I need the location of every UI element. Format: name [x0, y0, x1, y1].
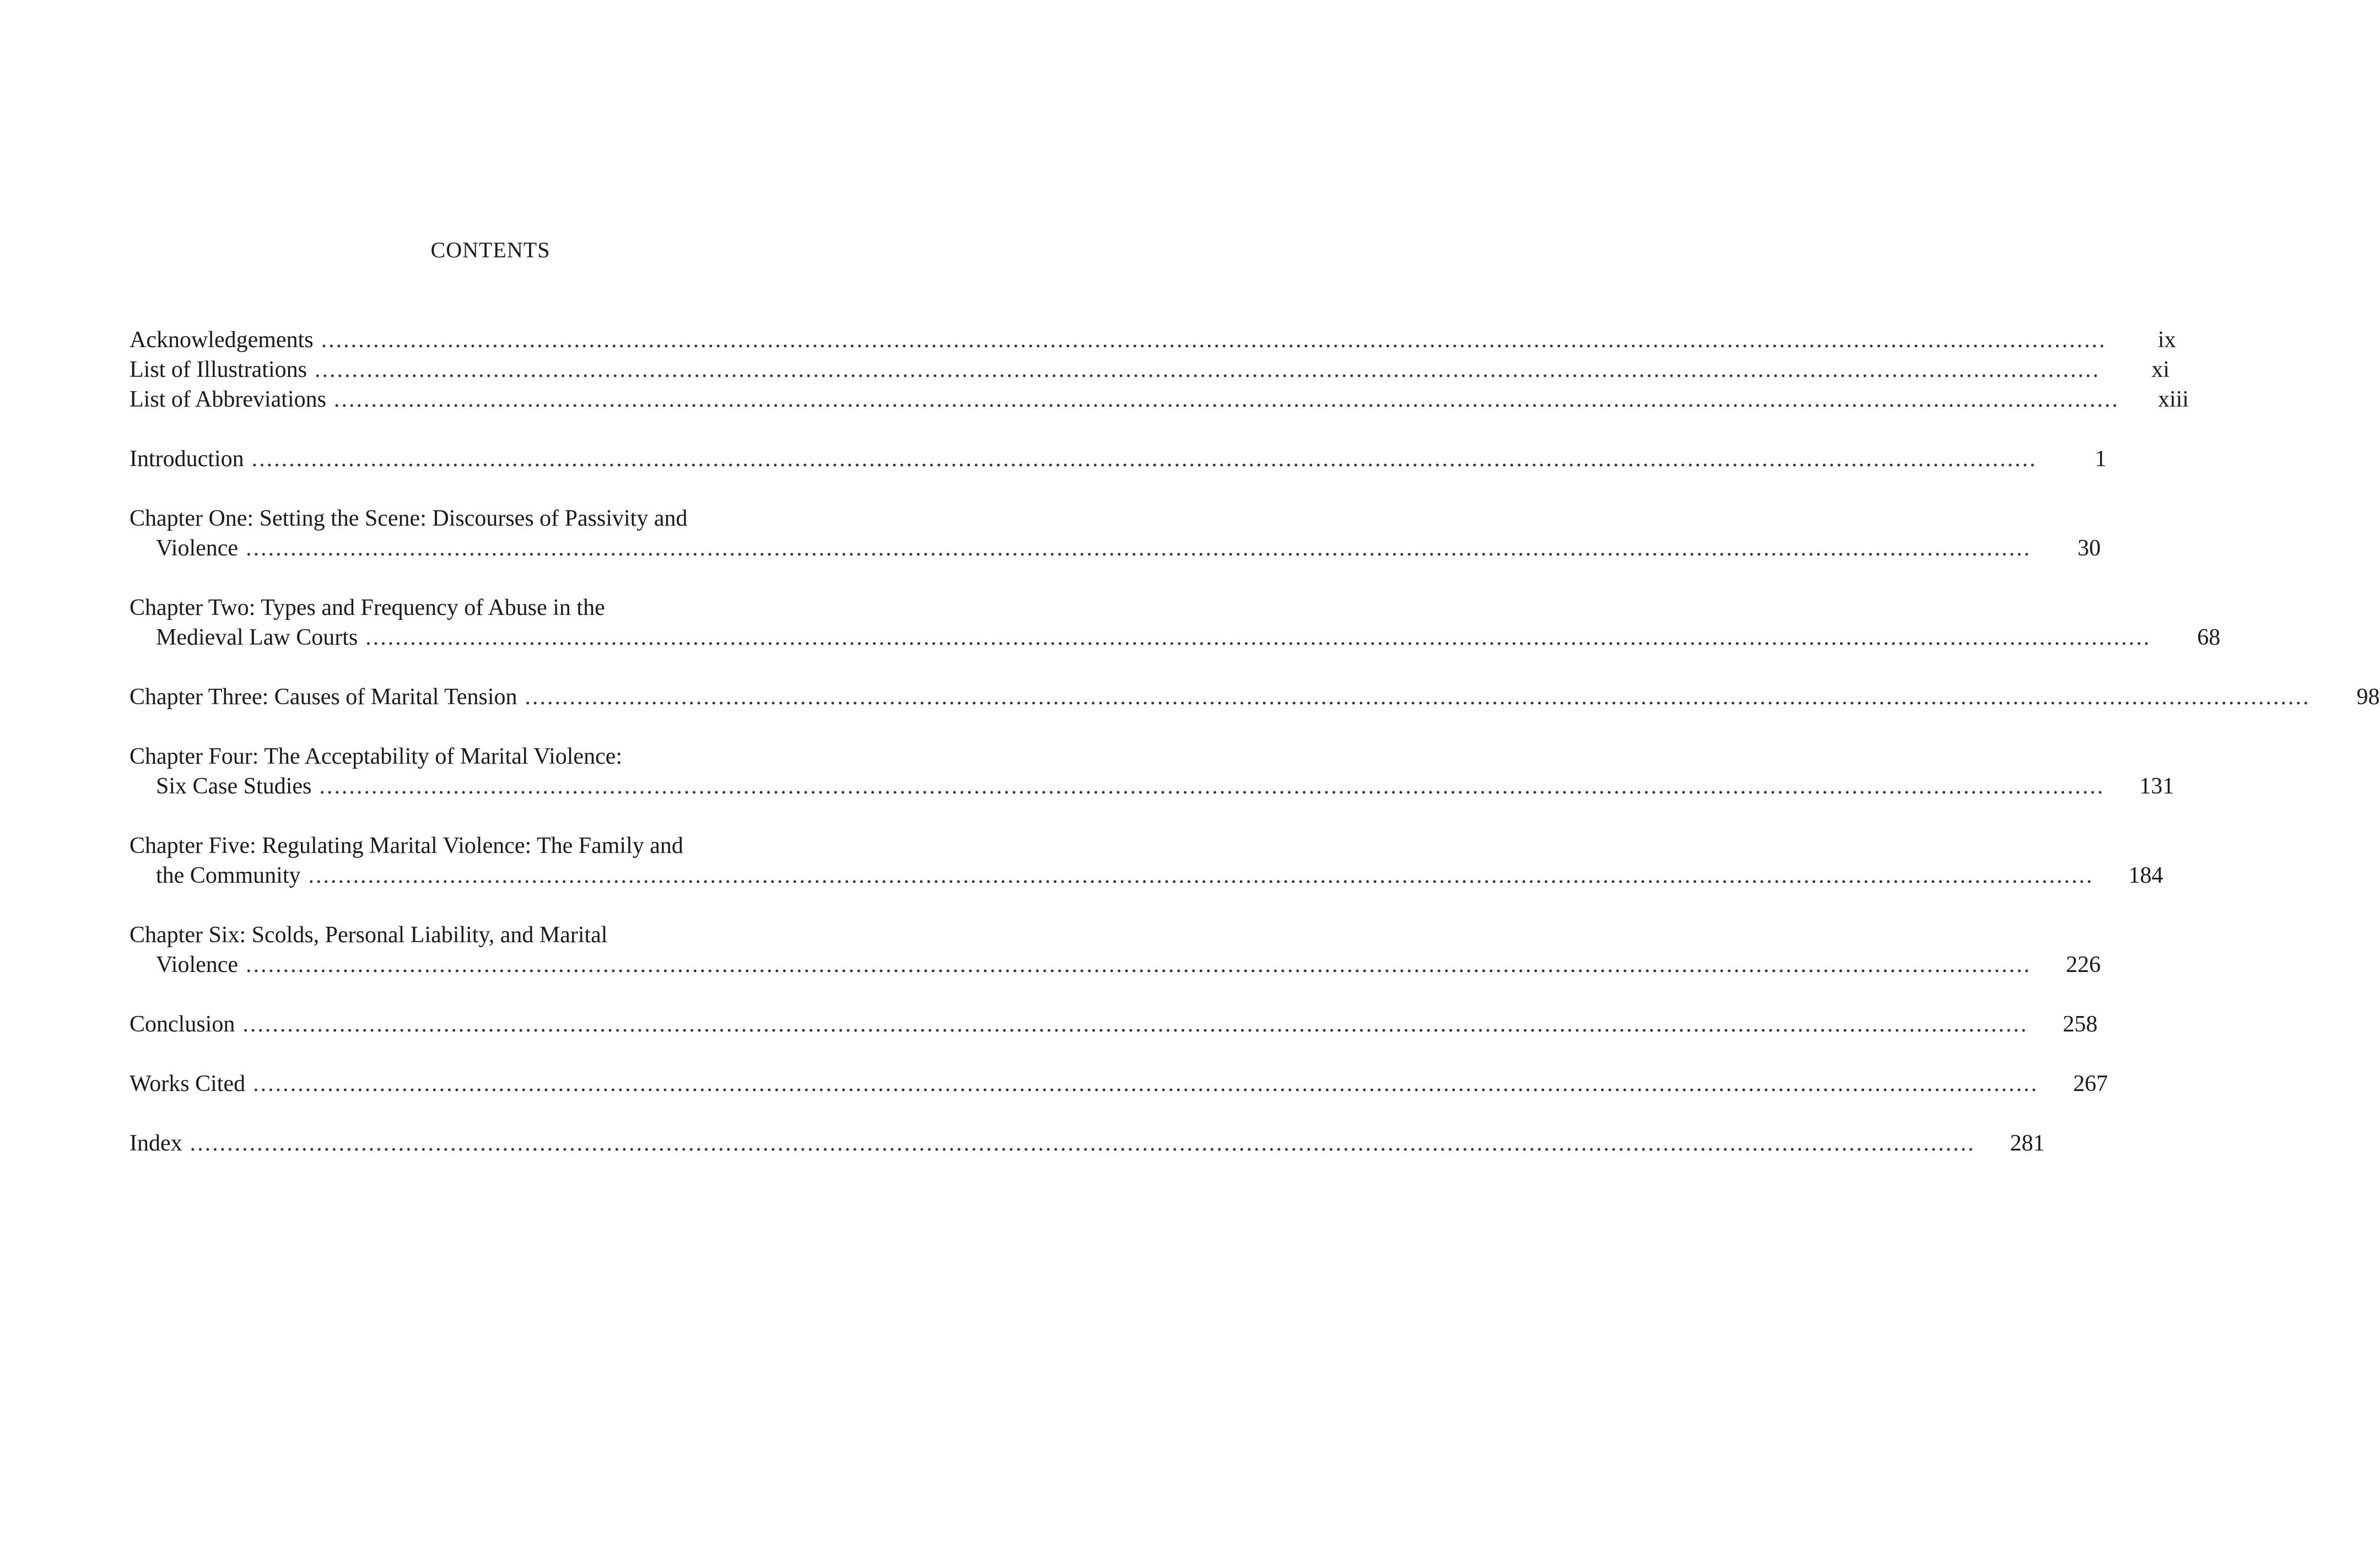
toc-entry-title: Works Cited [129, 1071, 246, 1097]
dot-leader: ................................................................................................................................................................................................................................................ [365, 625, 2151, 650]
toc-page-number: 131 [2139, 774, 2174, 799]
toc-page-number: 68 [2197, 625, 2221, 650]
dot-leader: ................................................................................................................................................................................................................................................ [308, 863, 2094, 888]
dot-leader: ................................................................................................................................................................................................................................................ [314, 357, 2100, 382]
toc-entry-title: Chapter One: Setting the Scene: Discourses of Passivity and [129, 506, 688, 531]
toc-entry-list-of-abbreviations[interactable] [129, 385, 2189, 414]
toc-entry-chapter-two[interactable] [129, 593, 2221, 652]
toc-page-number: xi [2151, 357, 2169, 382]
dot-leader: ................................................................................................................................................................................................................................................ [319, 774, 2105, 799]
toc-entry-chapter-four[interactable] [129, 742, 2174, 801]
dot-leader: ................................................................................................................................................................................................................................................ [190, 1131, 1976, 1156]
toc-page-number: 267 [2073, 1071, 2108, 1097]
dot-leader: ................................................................................................................................................................................................................................................ [321, 327, 2107, 353]
toc-page-number: ix [2157, 327, 2176, 353]
toc-entry-introduction[interactable] [129, 444, 2107, 474]
toc-entry-title-continuation: the Community [156, 863, 301, 888]
dot-leader: ................................................................................................................................................................................................................................................ [246, 952, 2032, 977]
toc-entry-title: Chapter Five: Regulating Marital Violence: The Family and [129, 833, 683, 858]
dot-leader: ................................................................................................................................................................................................................................................ [251, 446, 2037, 472]
toc-entry-title-continuation: Six Case Studies [156, 774, 312, 799]
toc-page-number: 98 [2356, 684, 2380, 710]
dot-leader: ................................................................................................................................................................................................................................................ [242, 1012, 2028, 1037]
toc-entry-conclusion[interactable] [129, 1009, 2098, 1039]
toc-entry-title-continuation: Medieval Law Courts [156, 625, 358, 650]
toc-entry-title: Chapter Six: Scolds, Personal Liability, and Marital [129, 922, 608, 948]
toc-page-number: xiii [2157, 387, 2189, 412]
toc-entry-title: Chapter Three: Causes of Marital Tension [129, 684, 517, 710]
toc-entry-index[interactable] [129, 1128, 2045, 1158]
toc-entry-title: List of Abbreviations [129, 387, 326, 412]
dot-leader: ................................................................................................................................................................................................................................................ [333, 387, 2119, 412]
table-of-contents [129, 325, 2380, 1158]
toc-entry-title-continuation: Violence [156, 536, 239, 561]
toc-entry-works-cited[interactable] [129, 1069, 2108, 1099]
toc-entry-title: Index [129, 1131, 182, 1156]
toc-entry-title: Conclusion [129, 1012, 235, 1037]
toc-entry-chapter-five[interactable] [129, 831, 2163, 890]
toc-entry-title-continuation: Violence [156, 952, 239, 977]
toc-page-number: 281 [2010, 1131, 2045, 1156]
toc-entry-title: List of Illustrations [129, 357, 307, 382]
toc-entry-title: Acknowledgements [129, 327, 314, 353]
toc-entry-acknowledgements[interactable] [129, 325, 2176, 355]
toc-page-number: 30 [2077, 536, 2101, 561]
toc-entry-title: Chapter Two: Types and Frequency of Abuse in the [129, 595, 605, 620]
toc-entry-list-of-illustrations[interactable] [129, 355, 2169, 385]
dot-leader: ................................................................................................................................................................................................................................................ [246, 536, 2032, 561]
toc-entry-title: Introduction [129, 446, 244, 472]
toc-entry-title: Chapter Four: The Acceptability of Marital Violence: [129, 744, 623, 769]
toc-entry-chapter-six[interactable] [129, 920, 2101, 980]
page-title: CONTENTS [430, 237, 551, 262]
toc-page-number: 258 [2063, 1012, 2098, 1037]
toc-entry-chapter-one[interactable] [129, 504, 2101, 563]
toc-page-number: 1 [2095, 446, 2107, 472]
dot-leader: ................................................................................................................................................................................................................................................ [253, 1071, 2039, 1097]
dot-leader: ................................................................................................................................................................................................................................................ [525, 684, 2311, 710]
toc-entry-chapter-three[interactable] [129, 682, 2380, 712]
toc-page-number: 226 [2066, 952, 2101, 977]
toc-page-number: 184 [2128, 863, 2163, 888]
